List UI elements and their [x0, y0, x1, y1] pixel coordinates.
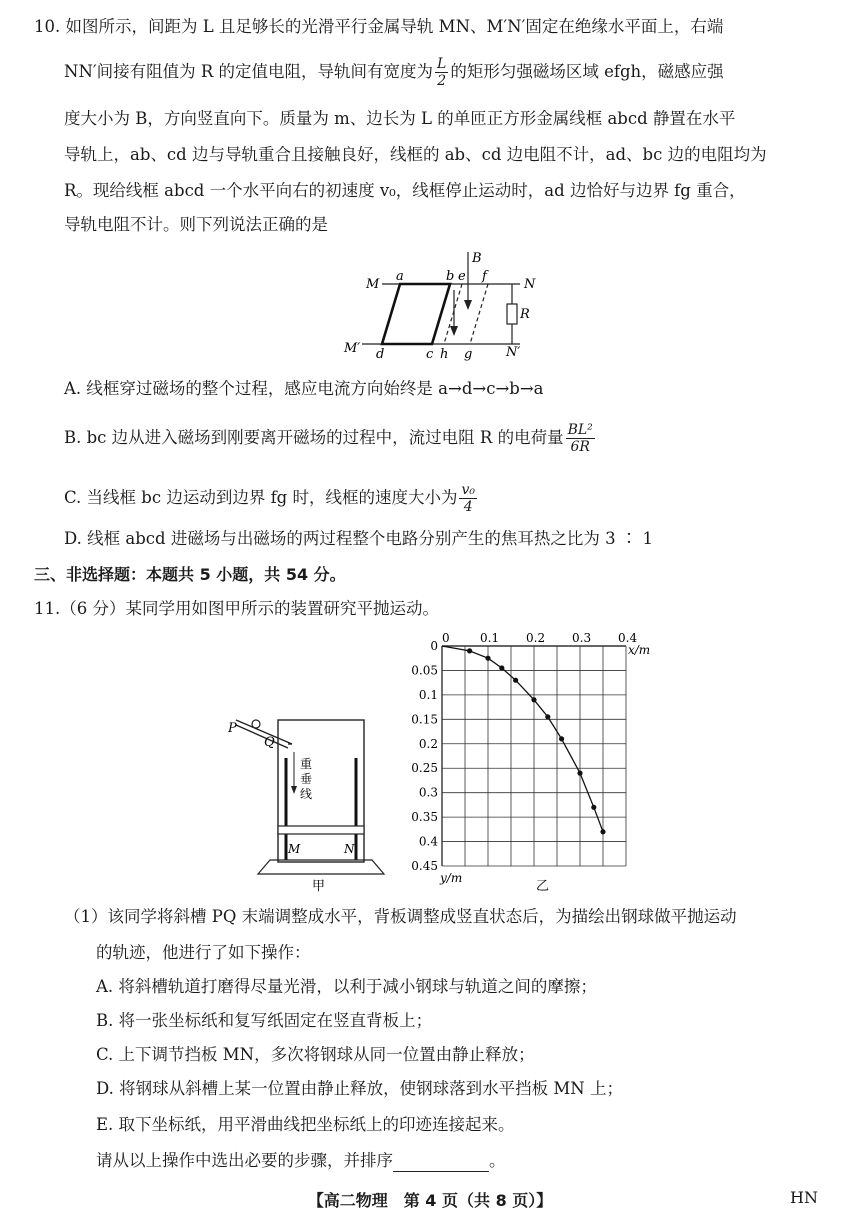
q11-trajectory-chart: [400, 628, 680, 894]
x-tick-label: 0.4: [618, 631, 638, 645]
trajectory-point: [467, 648, 472, 653]
boundary-fg: [470, 284, 488, 344]
q10-rail-figure: [340, 246, 540, 362]
section-heading: 三、非选择题：本题共 5 小题，共 54 分。: [34, 565, 346, 584]
b-field-arrowhead-2: [450, 326, 458, 336]
y-tick-label: 0.25: [411, 761, 438, 776]
frame-abcd: [382, 284, 450, 344]
q11-step-d: D. 将钢球从斜槽上某一位置由静止释放，使钢球落到水平挡板 MN 上；: [96, 1079, 623, 1098]
y-tick-label: 0.3: [418, 785, 438, 800]
q10-option-c-fraction: [459, 482, 477, 515]
y-tick-label: 0.4: [418, 834, 438, 849]
y-tick-labels: [411, 639, 438, 873]
label-g: g: [464, 347, 473, 362]
q10-option-c-text: C. 当线框 bc 边运动到边界 fg 时，线框的速度大小为: [64, 488, 458, 507]
y-tick-label: 0.45: [411, 859, 438, 873]
label-n-prime: N′: [506, 345, 521, 360]
q10-line-2: [64, 56, 724, 89]
q10-option-b: [64, 422, 597, 455]
q11-step-e: E. 取下坐标纸，用平滑曲线把坐标纸上的印迹连接起来。: [96, 1115, 515, 1134]
label-a: a: [396, 269, 404, 284]
q10-option-d: D. 线框 abcd 进磁场与出磁场的两过程整个电路分别产生的焦耳热之比为 3 ∶ 1: [64, 529, 654, 548]
q10-line-1: 10. 如图所示，间距为 L 且足够长的光滑平行金属导轨 MN、M′N′固定在绝缘水平面上，右端: [34, 17, 724, 36]
q11-ask: [96, 1150, 506, 1172]
trajectory-point: [485, 656, 490, 661]
q10-line-2-pre: NN′间接有阻值为 R 的定值电阻，导轨间有宽度为: [64, 62, 434, 81]
label-f: f: [482, 269, 487, 284]
trajectory-point: [591, 805, 596, 810]
chart-grid: [442, 646, 626, 866]
label-h: h: [440, 347, 449, 362]
q11-intro: 11.（6 分）某同学用如图甲所示的装置研究平抛运动。: [34, 599, 439, 618]
y-tick-label: 0.15: [411, 712, 438, 727]
y-axis-label: y/m: [440, 871, 463, 885]
q11-ask-text: 请从以上操作中选出必要的步骤，并排序: [96, 1151, 393, 1170]
trajectory-point: [545, 714, 550, 719]
q10-line-5: R。现给线框 abcd 一个水平向右的初速度 v₀，线框停止运动时，ad 边恰好与边界 fg 重合，: [64, 181, 746, 200]
label-c: c: [426, 347, 434, 362]
q10-line-2-fraction: [435, 56, 448, 89]
trajectory-point: [559, 736, 564, 741]
frac-numerator: BL²: [567, 422, 593, 438]
q11-step-c: C. 上下调节挡板 MN，多次将钢球从同一位置由静止释放；: [96, 1045, 535, 1064]
y-tick-label: 0: [430, 639, 438, 653]
page-footer: 【高二物理 第 4 页（共 8 页）】: [307, 1191, 553, 1210]
label-m-prime: M′: [344, 341, 361, 356]
baffle-mn: [278, 826, 364, 834]
label-baffle-m: M: [288, 842, 301, 856]
q10-option-c: [64, 482, 479, 515]
y-tick-label: 0.05: [411, 663, 438, 678]
label-q: Q: [264, 735, 275, 750]
q11-part1-line-1: （1）该同学将斜槽 PQ 末端调整成水平，背板调整成竖直状态后，为描绘出钢球做平抛运动: [64, 907, 737, 926]
x-tick-label: 0.2: [526, 631, 546, 645]
y-tick-label: 0.2: [418, 736, 438, 751]
label-baffle-n: N: [344, 842, 355, 856]
frac-denominator: 6R: [570, 439, 590, 455]
label-e: e: [458, 269, 466, 284]
q11-step-b: B. 将一张坐标纸和复写纸固定在竖直背板上；: [96, 1011, 433, 1030]
label-d: d: [376, 347, 385, 362]
caption-jia: 甲: [312, 879, 326, 892]
b-field-arrowhead: [464, 300, 472, 310]
q10-line-3: 度大小为 B，方向竖直向下。质量为 m、边长为 L 的单匝正方形金属线框 abcd 静置在水平: [64, 109, 736, 128]
frac-numerator: v₀: [461, 482, 476, 498]
trajectory-point: [577, 771, 582, 776]
trajectory-point: [531, 697, 536, 702]
steel-ball: [252, 720, 260, 728]
trajectory-point: [600, 829, 605, 834]
trajectory-point: [513, 678, 518, 683]
x-tick-label: 0: [442, 631, 450, 645]
plumb-bob: [291, 786, 297, 794]
x-tick-label: 0.1: [480, 631, 500, 645]
chute-pq-2: [236, 725, 288, 748]
q11-part1-line-2: 的轨迹，他进行了如下操作：: [96, 943, 311, 962]
q10-line-6: 导轨电阻不计。则下列说法正确的是: [64, 215, 328, 234]
frac-denominator: 2: [437, 73, 447, 89]
caption-yi: 乙: [536, 879, 550, 894]
label-r: R: [520, 307, 530, 322]
label-m: M: [366, 277, 380, 292]
y-tick-label: 0.1: [418, 687, 438, 702]
resistor-r: [507, 304, 517, 324]
frac-numerator: L: [437, 56, 447, 72]
q10-option-b-fraction: [566, 422, 595, 455]
q10-line-2-post: 的矩形匀强磁场区域 efgh，磁感应强: [450, 62, 724, 81]
answer-blank[interactable]: [393, 1153, 489, 1172]
plumb-char-1: 重: [300, 757, 313, 771]
q10-option-a: A. 线框穿过磁场的整个过程，感应电流方向始终是 a→d→c→b→a: [64, 379, 544, 398]
x-tick-labels: [442, 631, 637, 645]
backboard: [278, 720, 364, 862]
plumb-char-3: 线: [300, 787, 313, 801]
plumb-char-2: 垂: [300, 772, 313, 786]
q11-step-a: A. 将斜槽轨道打磨得尽量光滑，以利于减小钢球与轨道之间的摩擦；: [96, 977, 597, 996]
y-tick-label: 0.35: [411, 810, 438, 825]
q10-line-4: 导轨上，ab、cd 边与导轨重合且接触良好，线框的 ab、cd 边电阻不计，ad、bc 边的电阻均为: [64, 145, 767, 164]
label-p: P: [228, 721, 237, 736]
q10-option-b-text: B. bc 边从进入磁场到刚要离开磁场的过程中，流过电阻 R 的电荷量: [64, 428, 564, 447]
frac-denominator: 4: [463, 499, 473, 515]
x-axis-label: x/m: [628, 643, 651, 657]
q11-apparatus-figure: [228, 712, 398, 892]
footer-code: HN: [790, 1188, 818, 1207]
x-tick-label: 0.3: [572, 631, 592, 645]
label-n: N: [524, 277, 536, 292]
trajectory-curve: [442, 646, 603, 832]
q11-ask-end: 。: [489, 1151, 506, 1170]
trajectory-point: [499, 665, 504, 670]
label-b-field: B: [472, 251, 482, 266]
label-b: b: [446, 269, 455, 284]
